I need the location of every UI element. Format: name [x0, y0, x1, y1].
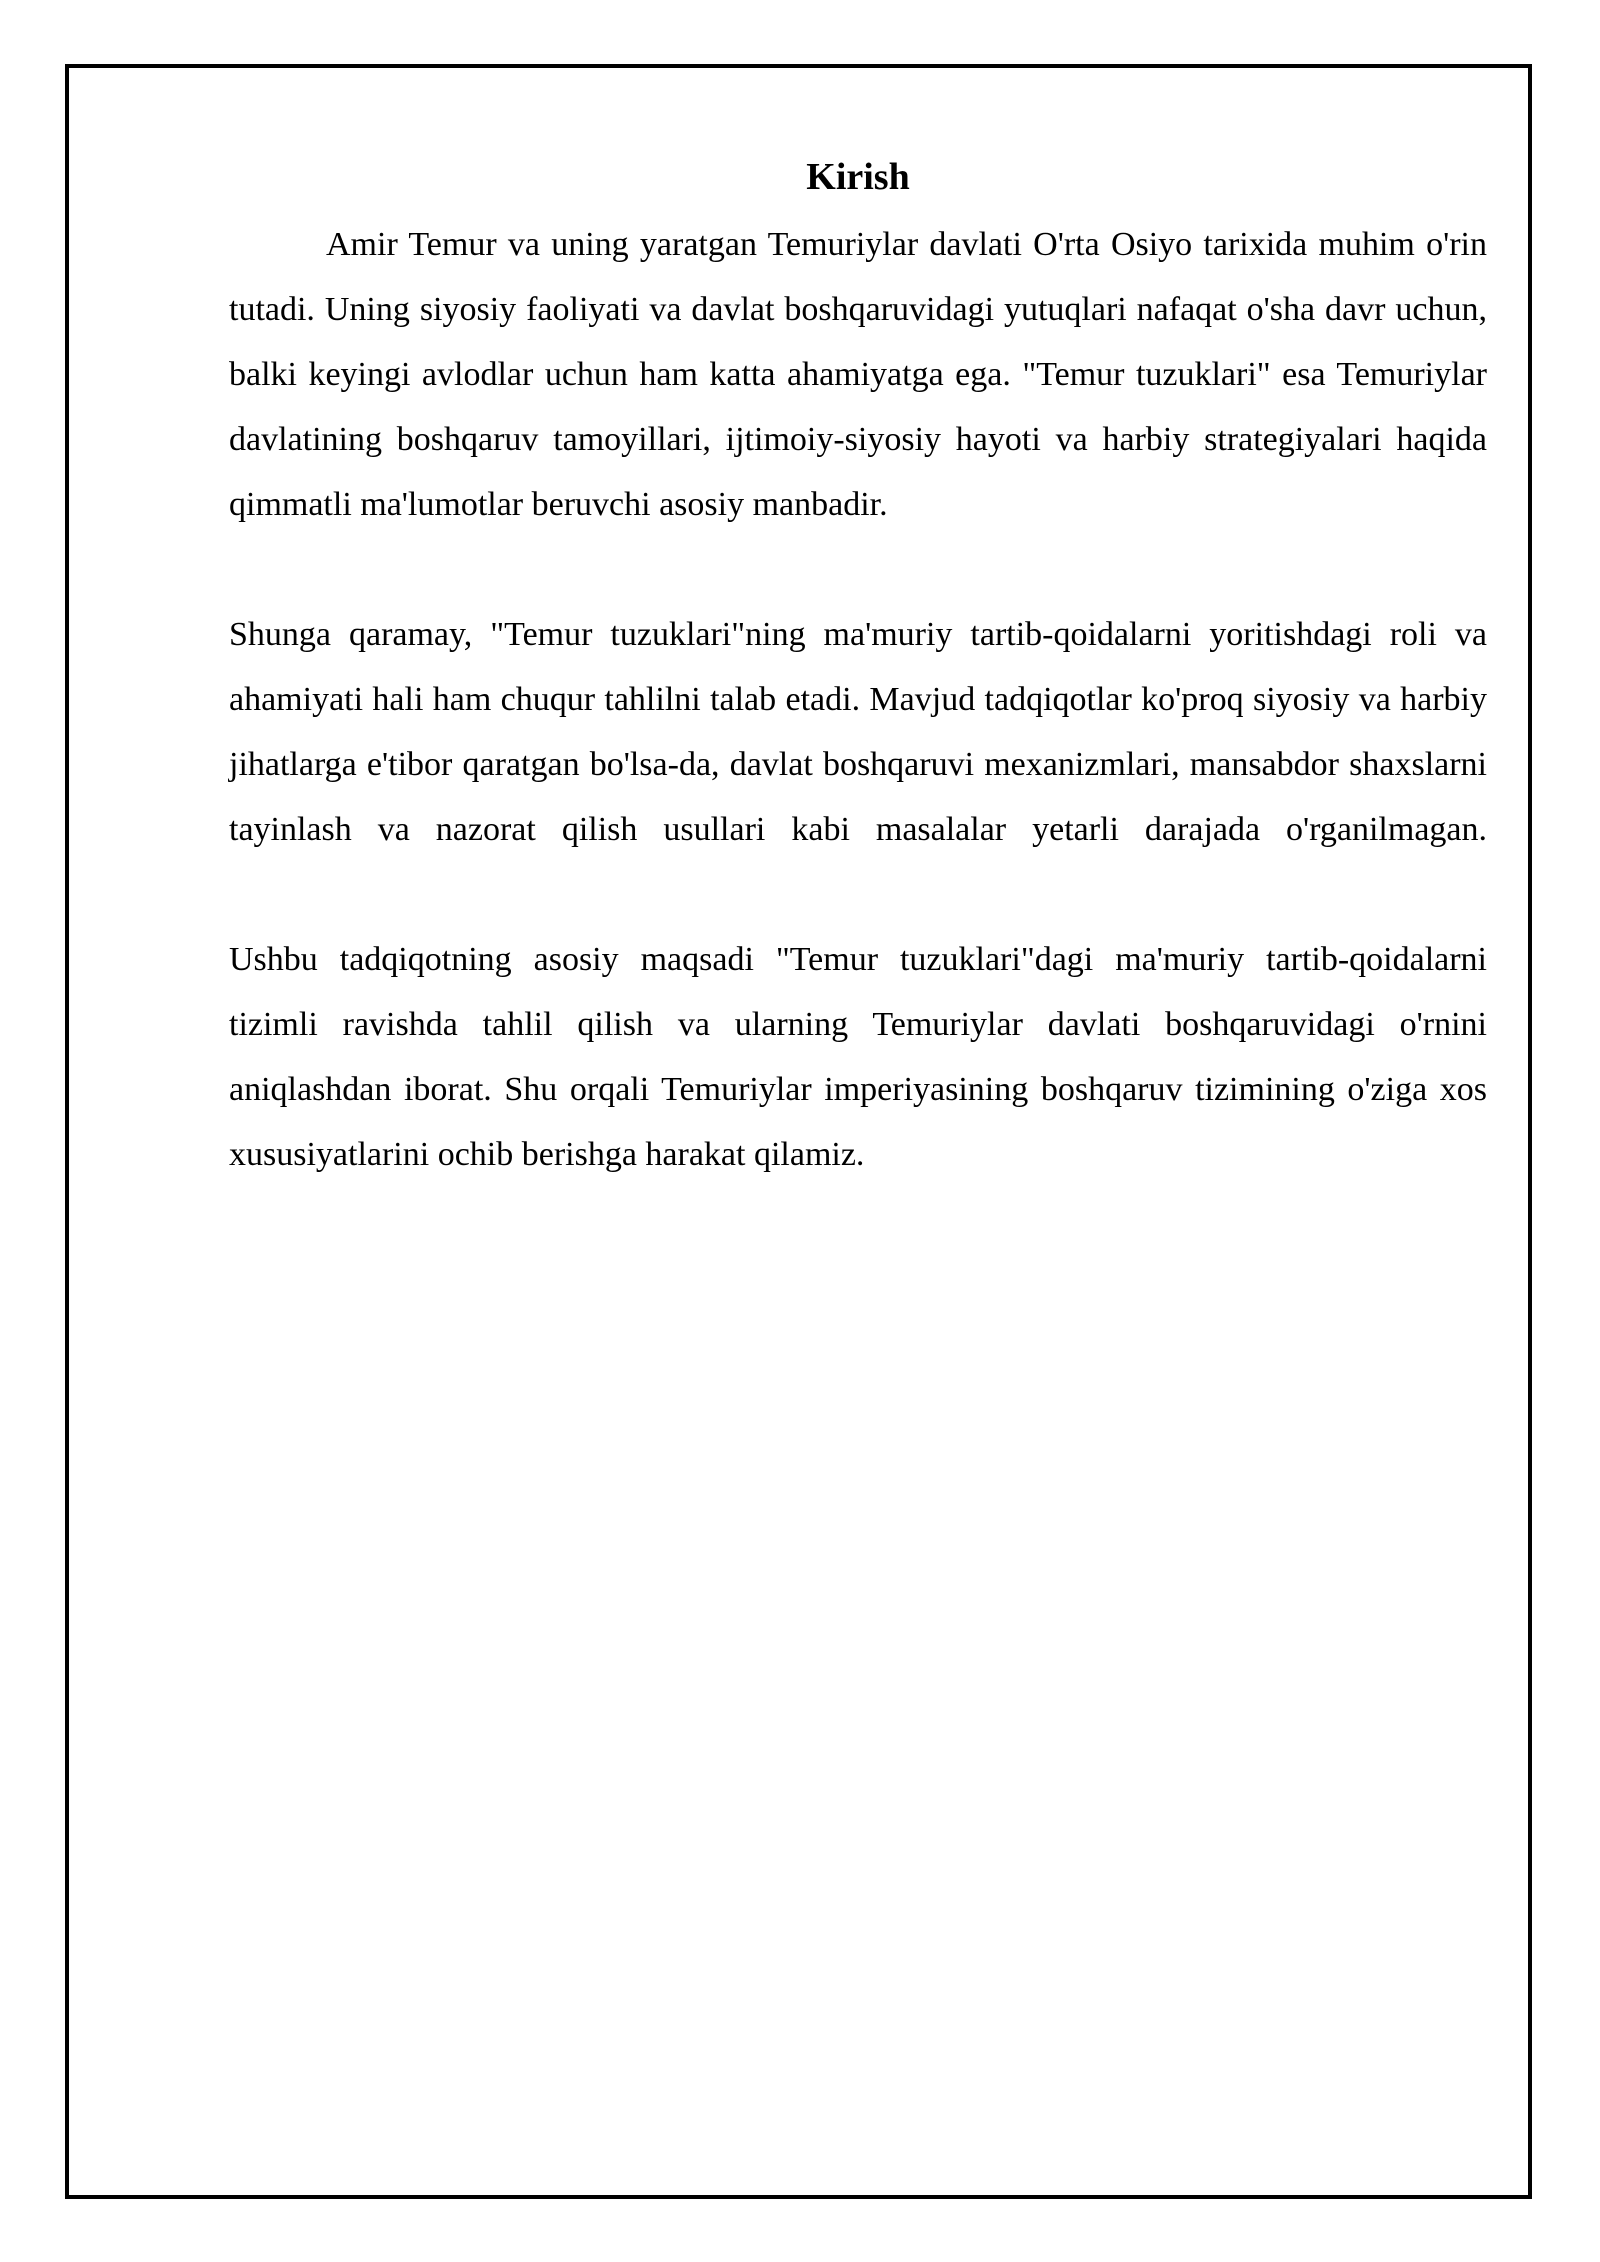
paragraph-2: Shunga qaramay, "Temur tuzuklari"ning ma'muriy tartib-qoidalarni yoritishdagi roli va ahamiyati hali ham chuqur tahlilni talab etadi. Mavjud tadqiqotlar ko'proq siyosiy va harbiy jihatlarga e'tibor qaratgan bo'lsa-da, davlat boshqaruvi mexanizmlari, mansabdor shaxslarni tayinlash va nazorat qilish usullari kabi masalalar yetarli darajada o'rganilmagan. [229, 616, 1487, 848]
paragraph-spacer [229, 537, 1487, 602]
page-title: Kirish [806, 156, 910, 198]
paragraph-1: Amir Temur va uning yaratgan Temuriylar davlati O'rta Osiyo tarixida muhim o'rin tutadi. Uning siyosiy faoliyati va davlat boshqaruvidagi yutuqlari nafaqat o'sha davr uchun, balki keyingi avlodlar uchun ham katta ahamiyatga ega. "Temur tuzuklari" esa Temuriylar davlatining boshqaruv tamoyillari, ijtimoiy-siyosiy hayoti va harbiy strategiyalari haqida qimmatli ma'lumotlar beruvchi asosiy manbadir. [229, 226, 1487, 523]
paragraph-spacer [229, 862, 1487, 927]
paragraph-3: Ushbu tadqiqotning asosiy maqsadi "Temur tuzuklari"dagi ma'muriy tartib-qoidalarni tizimli ravishda tahlil qilish va ularning Temuriylar davlati boshqaruvidagi o'rnini aniqlashdan iborat. Shu orqali Temuriylar imperiyasining boshqaruv tizimining o'ziga xos xususiyatlarini ochib berishga harakat qilamiz. [229, 941, 1487, 1173]
document-body [229, 148, 1487, 1187]
